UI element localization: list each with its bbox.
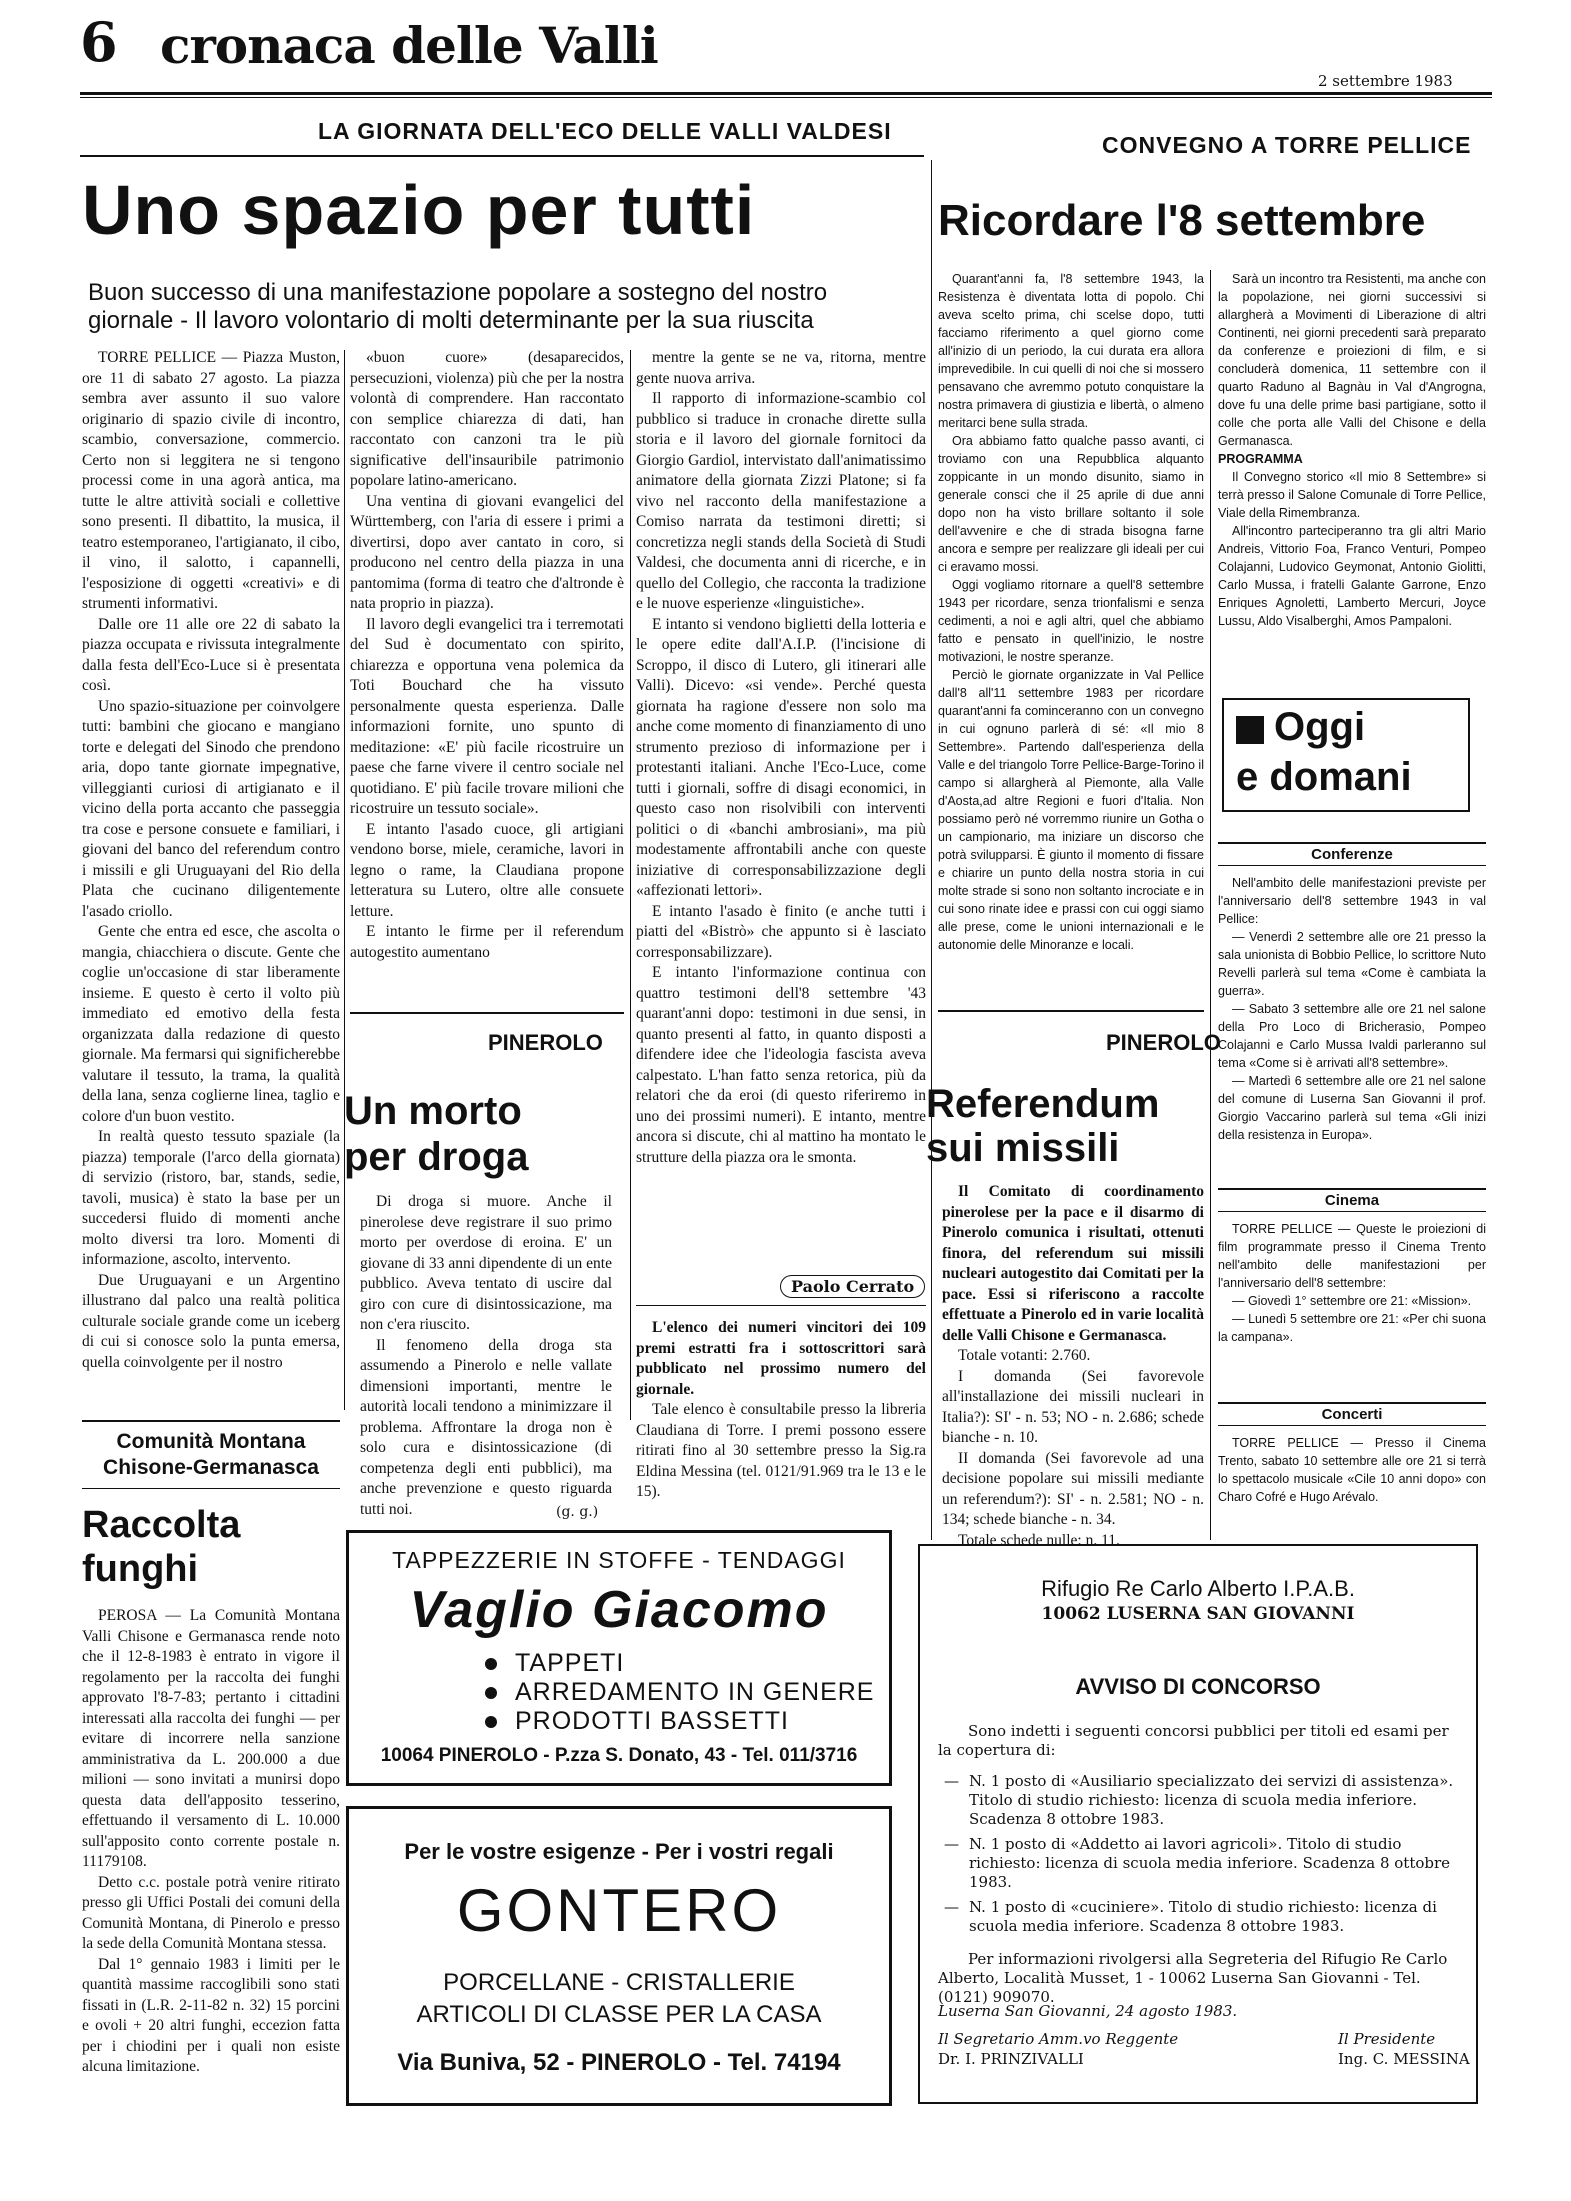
paragraph: mentre la gente se ne va, ritorna, mentre gente nuova arriva.	[636, 349, 926, 387]
ad-gontero-line2: PORCELLANE - CRISTALLERIE	[443, 1969, 795, 1996]
kicker-rule	[80, 155, 924, 157]
paragraph: «buon cuore» (desaparecidos, persecuzioni, violenza) più che per la nostra volontà di comprendere. Han raccontato con semplice chiarezza di dati, han raccontato con canzoni tra le più significative dell'insauribile patrimonio popolare latino-americano.	[350, 349, 624, 489]
bullet-icon	[485, 1716, 497, 1728]
paragraph: E intanto l'asado cuoce, gli artigiani vendono borse, miele, ceramiche, lavori in legno o rame, la Claudiana propone letteratura su Lutero, oltre alle consuete letture.	[350, 820, 624, 920]
concorso-sign-right-name: Ing. C. MESSINA	[1338, 2050, 1470, 2068]
funghi-section-2: Chisone-Germanasca	[103, 1456, 319, 1479]
concorso-list	[944, 1772, 1458, 1942]
article-signature: Paolo Cerrato	[780, 1275, 925, 1298]
column-rule	[344, 350, 345, 1410]
paragraph: Ora abbiamo fatto qualche passo avanti, ci troviamo con una Repubblica alquanto zoppicante in un mondo disunito, siamo in generale consci che il 25 aprile di due anni dopo non ha visto brillare soltanto il sole dell'avvenire e che di strada bisogna farne ancora e sempre per realizzare gli ideali per cui ci eravamo mossi.	[938, 434, 1204, 574]
referendum-body	[942, 1182, 1204, 1549]
paragraph: E intanto l'asado è finito (e anche tutti i piatti del «Bistrò» che appunto si è lasciato corresponsabilizzare).	[636, 902, 926, 961]
ad-vaglio	[346, 1530, 892, 1786]
page-number: 6	[80, 10, 118, 74]
paragraph: Il fenomeno della droga sta assumendo a Pinerolo e nelle vallate dimensioni importanti, mentre le autorità locali tendono a minimizzare il problema. Affrontare la droga non è solo cura e disintossicazione (di competenza degli enti pubblici), ma anche prevenzione e questo riguarda tutti noi.	[360, 1336, 612, 1518]
settembre-col-1	[938, 270, 1204, 1088]
cinema-body	[1218, 1220, 1486, 1346]
ad-item	[485, 1707, 874, 1736]
paragraph: — Lunedì 5 settembre ore 21: «Per chi suona la campana».	[1218, 1312, 1486, 1344]
concorso-org: Rifugio Re Carlo Alberto I.P.A.B.	[1041, 1576, 1355, 1601]
paragraph: TORRE PELLICE — Piazza Muston, ore 11 di sabato 27 agosto. La piazza sembra aver assunto il suo valore originario di spazio civile di incontro, scambio, conversazione, commercio. Certo non si leggitera ne si tengono processi come in una agorà antica, ma tutte le altre attività sociali e collettive sono presenti. Il dibattito, la musica, il teatro estemporaneo, l'artigianato, il cibo, il vino, il salotto, i capannelli, l'esposizione di oggetti «creativi» e di strumenti informativi.	[82, 349, 340, 612]
funghi-body	[82, 1606, 340, 2106]
right-kicker: CONVEGNO A TORRE PELLICE	[1102, 132, 1472, 158]
concorso-sign-left-name: Dr. I. PRINZIVALLI	[938, 2050, 1084, 2068]
paragraph: Dalle ore 11 alle ore 22 di sabato la piazza occupata e rivissuta integralmente dalla festa dell'Eco-Luce si è presentata così.	[82, 615, 340, 694]
column-rule	[1210, 270, 1211, 1540]
ad-item	[485, 1678, 874, 1707]
black-square-icon	[1236, 716, 1264, 744]
concorso-item-text: N. 1 posto di «Ausiliario specializzato dei servizi di assistenza». Titolo di studio richiesto: licenza di scuola media inferiore. Scadenza 8 ottobre 1983.	[969, 1772, 1454, 1828]
concorso-place-date: Luserna San Giovanni, 24 agosto 1983.	[938, 2002, 1238, 2020]
column-rule	[630, 350, 631, 1420]
conferenze-body	[1218, 874, 1486, 1144]
section-rule	[82, 1488, 340, 1489]
right-article-title: Ricordare l'8 settembre	[938, 196, 1426, 245]
concorso-city: 10062 LUSERNA SAN GIOVANNI	[1041, 1604, 1355, 1624]
paragraph: In realtà questo tessuto spaziale (la piazza) temporale (l'arco della giornata) di servizio (ristoro, bar, stands, sedie, tavoli, musica) è stato la base per un succedersi fluido di momenti anche molto diversi tra loro. Momenti di informazione, ascolto, intervento.	[82, 1128, 340, 1268]
paragraph: — Venerdì 2 settembre alle ore 21 presso la sala unionista di Bobbio Pellice, lo scrittore Nuto Revelli parlerà sul tema «Come è cambiata la guerra».	[1218, 930, 1486, 998]
concorso-title: AVVISO DI CONCORSO	[1075, 1674, 1321, 1699]
left-article-col-2	[350, 348, 624, 1002]
ad-vaglio-address: 10064 PINEROLO - P.zza S. Donato, 43 - Tel. 011/3716	[380, 1745, 858, 1766]
section-rule	[938, 1010, 1204, 1012]
masthead-rule-thin	[80, 97, 1492, 98]
ad-item	[485, 1649, 874, 1678]
paragraph: Uno spazio-situazione per coinvolgere tutti: bambini che giocano e mangiano torte e delegati del Sinodo che prendono aria, dopo tante giornate impegnative, villeggianti curiosi di artigianato e il vicino della porta accanto che passeggia tra cose e persone consuete e familiari, i giovani del banco del referendum contro i missili e gli Uruguayani del Rio della Plata che cucinano diligentemente l'asado criollo.	[82, 697, 340, 920]
left-article-subtitle-1: Buon successo di una manifestazione popolare a sostegno del nostro	[88, 279, 828, 306]
paragraph: Perciò le giornate organizzate in Val Pellice dall'8 all'11 settembre 1983 per ricordare quarant'anni fa cominceranno con un convegno in cui ognuno parlerà di sé: «Il mio 8 Settembre». Partendo dall'esperienza della Valle e del triangolo Torre Pellice-Barge-Torino il campo si allargherà al Piemonte, alla Valle d'Aosta,ad altre Regioni e fuori d'Italia. Non possiamo però né vorremmo riunire un Gotha o un campionario, ma iniziare un discorso che potrà svilupparsi. È giunto il momento di fissare e chiarire un punto della nostra storia in cui molte strade si sono non soltanto incrociate e in cui sono rinate idee e prassi con cui oggi siamo alle prese, come le unioni internazionali e le autonomie delle Minoranze e locali.	[938, 668, 1204, 952]
paragraph: Il Convegno storico «Il mio 8 Settembre» si terrà presso il Salone Comunale di Torre Pellice, Viale della Rimembranza.	[1218, 470, 1486, 520]
ad-gontero	[346, 1806, 892, 2106]
settembre-col-2	[1218, 270, 1486, 690]
concorso-item: — N. 1 posto di «Addetto ai lavori agricoli». Titolo di studio richiesto: licenza di scuola media inferiore. Scadenza 8 ottobre 1983.	[944, 1835, 1458, 1892]
referendum-section-label: PINEROLO	[1106, 1030, 1221, 1055]
concorso-intro: Sono indetti i seguenti concorsi pubblici per titoli ed esami per la copertura di:	[938, 1722, 1449, 1759]
concerti-heading: Concerti	[1218, 1402, 1486, 1426]
section-rule	[82, 1420, 340, 1422]
paragraph: All'incontro parteciperanno tra gli altri Mario Andreis, Vittorio Foa, Franco Venturi, Pompeo Colajanni, Ludovico Geymonat, Antonio Giolitti, Carlo Mussa, i fratelli Galante Garrone, Enzo Enriques Agnoletti, Lamberto Mercuri, Joyce Lussu, Aldo Visalberghi, Amos Pampaloni.	[1218, 524, 1486, 628]
oggi-title-2: e domani	[1236, 755, 1412, 799]
droga-section-label: PINEROLO	[488, 1030, 603, 1055]
paragraph: — Sabato 3 settembre alle ore 21 nel salone della Pro Loco di Bricherasio, Pompeo Colajanni e Carlo Mussa Ivaldi parleranno sul tema «Come si è arrivati all'8 settembre».	[1218, 1002, 1486, 1070]
paragraph: Gente che entra ed esce, che ascolta o mangia, chiacchiera o discute. Gente che coglie un'occasione di star liberamente insieme. E questo è certo il volto più immediato ed emotivo della festa organizzata dalla redazione di questo giornale. Ma fermarsi qui significherebbe valutare il tessuto, la trama, la qualità della lana, senza coglierne linea, taglio e colore d'un buon vestito.	[82, 923, 340, 1125]
paragraph: TORRE PELLICE — Queste le proiezioni di film programmate presso il Cinema Trento nell'ambito delle manifestazioni per l'anniversario dell'8 settembre:	[1218, 1222, 1486, 1290]
paragraph: Oggi vogliamo ritornare a quell'8 settembre 1943 per ricordare, senza trionfalismi e senza cedimenti, a noi e agli altri, quel che abbiamo fatto e pensato in quell'inizio, le nostre motivazioni, le nostre speranze.	[938, 578, 1204, 664]
ad-gontero-line3: ARTICOLI DI CLASSE PER LA CASA	[416, 2001, 822, 2028]
left-article-col-3	[636, 348, 926, 1272]
paragraph: E intanto le firme per il referendum autogestito aumentano	[350, 923, 624, 961]
paragraph: E intanto si vendono biglietti della lotteria e le opere edite dall'A.I.P. (l'incisione di Scroppo, il disco di Lutero, gli itinerari alle Valli). Dicevo: «si vende». Perché questa giornata ha ragione d'essere non solo ma anche come momento di finanziamento di uno strumento prezioso di informazione per i protestanti italiani. Anche l'Eco-Luce, come tutti i giornali, soffre di disagi economici, in questo caso non risolvibili con interventi politici o di «banchi ambrosiani», ma più modestamente affrontabili anche con queste iniziative di corresponsabilizzazione degli «affezionati lettori».	[636, 615, 926, 899]
left-article-col-1	[82, 348, 340, 1420]
winners-notice-text: Tale elenco è consultabile presso la libreria Claudiana di Torre. I premi possono essere ritirati fino al 30 settembre presso la Sig.ra Eldina Messina (tel. 0121/91.969 tra le 13 e le 15).	[636, 1401, 926, 1500]
cinema-section	[1218, 1188, 1486, 1346]
left-kicker: LA GIORNATA DELL'ECO DELLE VALLI VALDESI	[318, 118, 892, 144]
column-rule	[931, 160, 932, 1540]
masthead-title: cronaca delle Valli	[160, 16, 658, 75]
droga-title-1: Un morto	[344, 1089, 522, 1133]
bullet-icon	[485, 1658, 497, 1670]
ad-gontero-line1: Per le vostre esigenze - Per i vostri regali	[404, 1839, 834, 1864]
ad-gontero-address: Via Buniva, 52 - PINEROLO - Tel. 74194	[397, 2049, 841, 2076]
winners-notice	[636, 1318, 926, 1508]
ad-vaglio-line1: TAPPEZZERIE IN STOFFE - TENDAGGI	[392, 1547, 846, 1573]
paragraph: I domanda (Sei favorevole all'installazione dei missili nucleari in Italia?): SI' - n. 53; NO - n. 2.686; schede bianche - n. 10.	[942, 1367, 1204, 1446]
paragraph: — Martedì 6 settembre alle ore 21 nel salone del comune di Luserna San Giovanni il prof. Giorgio Vaccarino parlerà sul tema «Gli inizi della resistenza in Europa».	[1218, 1074, 1486, 1142]
paragraph: Due Uruguayani e un Argentino illustrano dal palco una realtà politica culturale sociale grande come un iceberg di cui si conosce solo la punta emersa, quella coinvolgente per il nostro	[82, 1271, 340, 1371]
issue-date: 2 settembre 1983	[1318, 72, 1453, 90]
concerti-body	[1218, 1434, 1486, 1506]
concerti-section	[1218, 1402, 1486, 1506]
paragraph: Il lavoro degli evangelici tra i terremotati del Sud è documentato con spirito, chiarezza e opportuna vena polemica da Toti Bouchard che ha vissuto personalmente questa esperienza. Dalle informazioni fornite, uno spunto di meditazione: «E' più facile ricostruire un paese che farne vivere il centro sociale nel quotidiano. E' più facile trovare milioni che ricostruire un tessuto sociale».	[350, 615, 624, 817]
conferenze-section	[1218, 842, 1486, 1144]
paragraph: TORRE PELLICE — Presso il Cinema Trento, sabato 10 settembre alle ore 21 si terrà lo spettacolo musicale «Cile 10 anni dopo» con Charo Cofré e Hugo Arévalo.	[1218, 1436, 1486, 1504]
droga-signature: (g. g.)	[556, 1504, 599, 1520]
paragraph: Sarà un incontro tra Resistenti, ma anche con la popolazione, nei giorni successivi si allargherà a Movimenti di Liberazione di altri Continenti, nei giorni precedenti sarà preparato da conferenze e proiezioni di film, e si concluderà domenica, 11 settembre con il quarto Raduno al Bagnàu in Val d'Angrogna, dove fu una delle prime basi partigiane, sotto il colle che porta alle Valli del Chisone e della Germanasca.	[1218, 272, 1486, 448]
referendum-title-1: Referendum	[926, 1082, 1160, 1126]
section-rule	[350, 1012, 624, 1014]
concorso-item-text: N. 1 posto di «Addetto ai lavori agricoli». Titolo di studio richiesto: licenza di scuola media inferiore. Scadenza 8 ottobre 1983.	[969, 1835, 1451, 1891]
funghi-title-2: funghi	[82, 1548, 199, 1590]
concorso-sign-left-title: Il Segretario Amm.vo Reggente	[938, 2030, 1179, 2048]
oggi-title-1: Oggi	[1274, 705, 1366, 749]
programma-label: PROGRAMMA	[1218, 452, 1303, 466]
concorso-info: Per informazioni rivolgersi alla Segreteria del Rifugio Re Carlo Alberto, Località Musset, 1 - 10062 Luserna San Giovanni - Tel. (0121) 909070.	[938, 1950, 1448, 2006]
paragraph: Di droga si muore. Anche il pinerolese deve registrare il suo primo morto per overdose di eroina. E' un giovane di 33 anni dipendente di un ente pubblico. Aveva tentato di uscire dal giro con cure di disintossicazione, ma non c'era riuscito.	[360, 1193, 612, 1333]
paragraph: — Giovedì 1° settembre ore 21: «Mission».	[1232, 1294, 1472, 1308]
paragraph: Quarant'anni fa, l'8 settembre 1943, la Resistenza è diventata lotta di popolo. Chi aveva scelto prima, chi scelse dopo, tutti facciamo riferimento a quel giorno come all'inizio di un periodo, la cui durata era allora imprevedibile. In cui quelli di noi che si mossero pensavano che avremmo potuto conquistare la nostra primavera di giustizia e libertà, o almeno meritarci bene sulla strada.	[938, 272, 1204, 430]
concorso-sign-right-title: Il Presidente	[1338, 2030, 1436, 2048]
paragraph: Totale schede nulle: n. 11.	[958, 1531, 1120, 1549]
left-article-title: Uno spazio per tutti	[82, 171, 756, 249]
paragraph: Detto c.c. postale potrà venire ritirato presso gli Uffici Postali dei comuni della Comunità Montana, di Pinerolo e presso la sede della Comunità Montana stessa.	[82, 1873, 340, 1952]
masthead-rule	[80, 92, 1492, 95]
bullet-icon	[485, 1687, 497, 1699]
ad-item-label: PRODOTTI BASSETTI	[515, 1707, 789, 1735]
paragraph: Il rapporto di informazione-scambio col pubblico si traduce in cronache dirette sulla storia e il lavoro del giornale fornitoci da Giorgio Gardiol, intervistato dall'animatissimo animatore della giornata Zizzi Platone; si fa vivo nel racconto della manifestazione a Comiso narrata da testimoni diretti; si concretizza negli stands della Società di Studi Valdesi, che documenta anni di ricerche, e in quello del Collegio, che racconta la tradizione e le nuove esperienze «linguistiche».	[636, 390, 926, 612]
ad-vaglio-name: Vaglio Giacomo	[409, 1581, 829, 1639]
referendum-title-2: sui missili	[926, 1126, 1120, 1170]
paragraph: II domanda (Sei favorevole ad una decisione popolare sui missili mediante un referendum?): SI' - n. 2.581; NO - n. 134; schede bianche - n. 34.	[942, 1449, 1204, 1528]
ad-item-label: TAPPETI	[515, 1649, 625, 1677]
ad-gontero-name: GONTERO	[456, 1877, 782, 1944]
funghi-title-1: Raccolta	[82, 1504, 241, 1546]
ad-item-label: ARREDAMENTO IN GENERE	[515, 1678, 875, 1706]
ad-concorso	[918, 1544, 1478, 2104]
winners-notice-bold: L'elenco dei numeri vincitori dei 109 premi estratti fra i sottoscrittori sarà pubblicato nel prossimo numero del giornale.	[636, 1319, 926, 1398]
paragraph: Dal 1° gennaio 1983 i limiti per le quantità massime raccoglibili sono stati fissati in (L.R. 2-11-82 n. 32) 15 porcini e ovoli + 20 altri funghi, eccezion fatta per i chiodini per i quali non esiste alcuna limitazione.	[82, 1955, 340, 2075]
droga-title-2: per droga	[344, 1135, 529, 1179]
paragraph: Il Comitato di coordinamento pinerolese per la pace e il disarmo di Pinerolo comunica i risultati, ottenuti finora, del referendum sui missili nucleari autogestito dai Comitati per la pace. Essi si riferiscono a raccolte effettuate a Pinerolo ed in varie località delle Valli Chisone e Germanasca.	[942, 1183, 1204, 1344]
paragraph: Una ventina di giovani evangelici del Württemberg, con l'aria di essere i primi a divertirsi, dopo aver cantato in coro, si producono nel centro della piazza in una pantomima (forma di teatro che d'altronde è nata proprio in piazza).	[350, 492, 624, 612]
paragraph: E intanto l'informazione continua con quattro testimoni dell'8 settembre '43 quarant'anni dopo: testimoni in due sensi, in quanto presenti al fatto, in quanto disposti a difendere idee che l'ideologia fascista aveva calpestato. L'han fatto senza retorica, più da relatori che da eroi (di questo riferiremo in uno dei prossimi numeri). E intanto, mentre ancora si discute, chi al mattino ha montato le strutture della piazza ora le smonta.	[636, 964, 926, 1166]
paragraph: Nell'ambito delle manifestazioni previste per l'anniversario dell'8 settembre 1943 in val Pellice:	[1218, 876, 1486, 926]
ad-vaglio-items	[485, 1649, 874, 1736]
concorso-item: — N. 1 posto di «Ausiliario specializzato dei servizi di assistenza». Titolo di studio richiesto: licenza di scuola media inferiore. Scadenza 8 ottobre 1983.	[944, 1772, 1458, 1829]
funghi-section-1: Comunità Montana	[116, 1430, 306, 1453]
cinema-heading: Cinema	[1218, 1188, 1486, 1212]
conferenze-heading: Conferenze	[1218, 842, 1486, 866]
oggi-domani-box	[1222, 698, 1470, 812]
left-article-subtitle-2: giornale - Il lavoro volontario di molti determinante per la sua riuscita	[88, 307, 814, 334]
paragraph: PEROSA — La Comunità Montana Valli Chisone e Germanasca rende noto che il 12-8-1983 è entrato in vigore il regolamento per la raccolta dei funghi approvato l'8-7-83; pertanto i cittadini interessati alla raccolta dei funghi — per evitare di incorrere nella sanzione amministrativa da L. 200.000 a due milioni — sono invitati a munirsi dopo questa data dell'apposito tesserino, effettuando il versamento di L. 10.000 sull'apposito conto corrente postale n. 11179108.	[82, 1607, 340, 1870]
paragraph: Totale votanti: 2.760.	[958, 1347, 1091, 1364]
separator-rule	[636, 1305, 926, 1306]
concorso-item-text: N. 1 posto di «cuciniere». Titolo di studio richiesto: licenza di scuola media inferiore. Scadenza 8 ottobre 1983.	[969, 1898, 1437, 1935]
concorso-item: — N. 1 posto di «cuciniere». Titolo di studio richiesto: licenza di scuola media inferiore. Scadenza 8 ottobre 1983.	[944, 1898, 1458, 1936]
